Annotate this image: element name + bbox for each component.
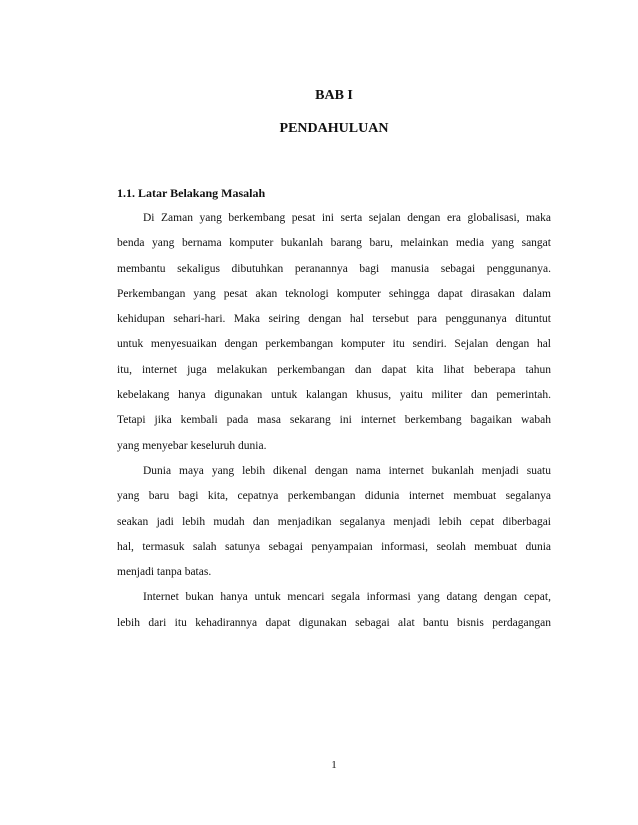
paragraph-line: seakan jadi lebih mudah dan menjadikan segalanya menjadi lebih cepat diberbagai (117, 515, 551, 528)
paragraph-line: untuk menyesuaikan dengan perkembangan komputer itu sendiri. Sejalan dengan hal (117, 338, 551, 351)
paragraph-line: itu, internet juga melakukan perkembangan dan dapat kita lihat beberapa tahun (117, 363, 551, 376)
paragraph-line: hal, termasuk salah satunya sebagai penyampaian informasi, seolah membuat dunia (117, 540, 551, 553)
section-heading: 1.1. Latar Belakang Masalah (117, 186, 266, 200)
paragraph-line: menjadi tanpa batas. (117, 566, 212, 579)
paragraph-line: Dunia maya yang lebih dikenal dengan nama internet bukanlah menjadi suatu (143, 464, 551, 477)
paragraph-line: yang baru bagi kita, cepatnya perkembangan didunia internet membuat segalanya (117, 490, 551, 503)
paragraph-line: Internet bukan hanya untuk mencari segala informasi yang datang dengan cepat, (143, 591, 551, 604)
chapter-title: PENDAHULUAN (279, 121, 389, 136)
paragraph-line: yang menyebar keseluruh dunia. (117, 439, 267, 452)
paragraph-line: lebih dari itu kehadirannya dapat digunakan sebagai alat bantu bisnis perdagangan (117, 616, 551, 629)
paragraph-line: Di Zaman yang berkembang pesat ini serta sejalan dengan era globalisasi, maka (143, 212, 551, 224)
page-number: 1 (331, 759, 337, 771)
paragraph-line: benda yang bernama komputer bukanlah barang baru, melainkan media yang sangat (117, 237, 551, 250)
paragraph-line: kebelakang hanya digunakan untuk kalangan khusus, yaitu militer dan pemerintah. (117, 389, 551, 402)
paragraph-line: Perkembangan yang pesat akan teknologi komputer sehingga dapat dirasakan dalam (117, 287, 551, 300)
body-text (117, 206, 551, 636)
chapter-number: BAB I (315, 88, 353, 103)
paragraph-line: Tetapi jika kembali pada masa sekarang ini internet berkembang bagaikan wabah (117, 414, 551, 427)
paragraph-line: kehidupan sehari-hari. Maka seiring dengan hal tersebut para penggunanya dituntut (117, 313, 551, 326)
paragraph-line: membantu sekaligus dibutuhkan peranannya bagi manusia sebagai penggunanya. (117, 262, 551, 275)
